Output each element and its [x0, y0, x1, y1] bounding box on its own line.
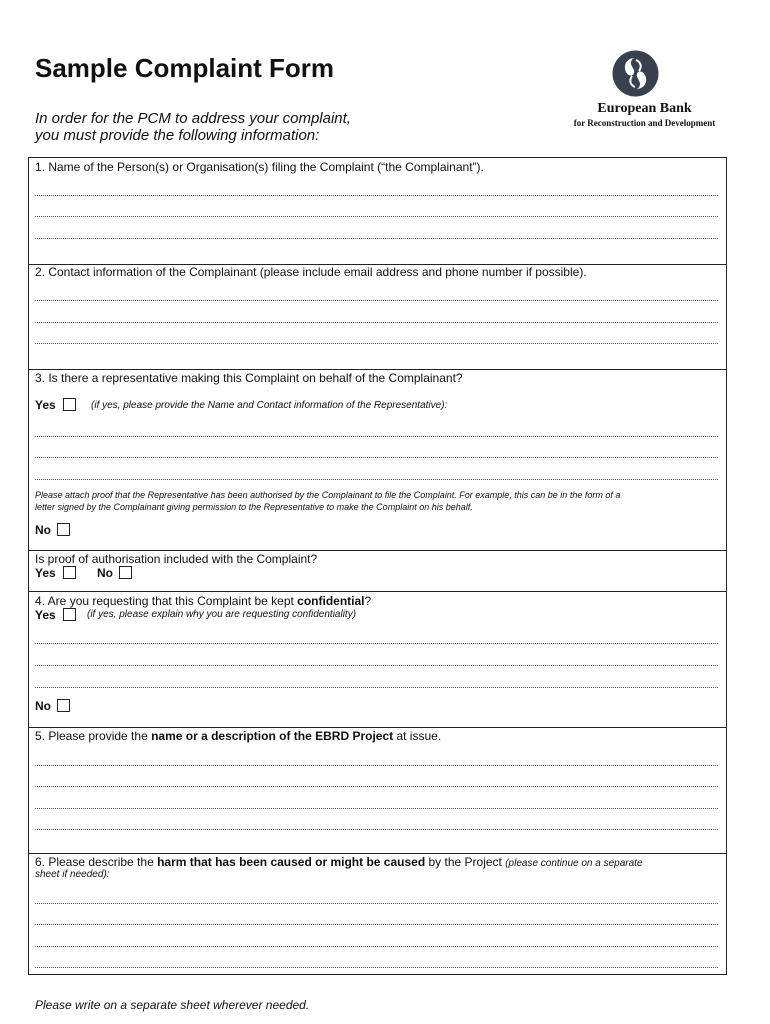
q6-bold: harm that has been caused or might be caused — [157, 855, 426, 869]
q1-answer-line-1[interactable] — [35, 195, 718, 197]
section-divider — [28, 369, 727, 370]
q2-answer-line-3[interactable] — [35, 343, 718, 345]
footer-note: Please write on a separate sheet wherever needed. — [35, 998, 310, 1012]
q3-answer-line-2[interactable] — [35, 457, 718, 459]
q3-note-line-2: letter signed by the Complainant giving permission to the Representative to make the Complaint on his behalf. — [35, 502, 473, 512]
ebrd-logo — [562, 50, 727, 130]
q5-suffix: at issue. — [393, 729, 442, 743]
q1-answer-line-3[interactable] — [35, 238, 718, 240]
q6-answer-line-2[interactable] — [35, 924, 718, 926]
q6-answer-line-3[interactable] — [35, 946, 718, 948]
question-4 — [35, 594, 371, 608]
section-divider — [28, 591, 727, 592]
q6-italic-2: sheet if needed): — [35, 869, 110, 880]
logo-subtitle: for Reconstruction and Development — [573, 118, 716, 128]
intro-line-1: In order for the PCM to address your complaint, — [35, 110, 351, 127]
q3-note-line-1: Please attach proof that the Representative has been authorised by the Complainant to file the Complaint. For example, this can be in the form of a — [35, 490, 621, 500]
q4-no-checkbox[interactable] — [57, 699, 70, 712]
q4-answer-line-1[interactable] — [35, 643, 718, 645]
q4-answer-line-3[interactable] — [35, 687, 718, 689]
intro-line-2: you must provide the following information: — [35, 127, 320, 144]
question-2: 2. Contact information of the Complainant (please include email address and phone number if possible). — [35, 265, 587, 279]
q5-bold: name or a description of the EBRD Project — [151, 729, 394, 743]
q3-yes-hint: (if yes, please provide the Name and Contact information of the Representative): — [91, 400, 448, 411]
q3-no-checkbox[interactable] — [57, 523, 70, 536]
proof-yes-checkbox[interactable] — [63, 566, 76, 579]
q6-italic-1: (please continue on a separate — [505, 858, 643, 869]
proof-question: Is proof of authorisation included with the Complaint? — [35, 552, 318, 566]
ebrd-logo-icon — [612, 50, 659, 97]
logo-name: European Bank — [597, 101, 692, 116]
q6-answer-line-1[interactable] — [35, 903, 718, 905]
q4-prefix: 4. Are you requesting that this Complaint be kept — [35, 594, 298, 608]
q1-answer-line-2[interactable] — [35, 216, 718, 218]
q4-no-label: No — [35, 699, 51, 713]
q3-yes-checkbox[interactable] — [63, 398, 76, 411]
q4-answer-line-2[interactable] — [35, 665, 718, 667]
q3-answer-line-1[interactable] — [35, 436, 718, 438]
q5-answer-line-4[interactable] — [35, 829, 718, 831]
q6-answer-line-4[interactable] — [35, 967, 718, 969]
q5-answer-line-1[interactable] — [35, 765, 718, 767]
intro-text — [35, 110, 351, 144]
q5-answer-line-3[interactable] — [35, 808, 718, 810]
question-1: 1. Name of the Person(s) or Organisation(s) filing the Complaint (“the Complainant”). — [35, 160, 484, 174]
q3-no-label: No — [35, 523, 51, 537]
question-6 — [35, 855, 643, 869]
q3-answer-line-3[interactable] — [35, 479, 718, 481]
question-3: 3. Is there a representative making this Complaint on behalf of the Complainant? — [35, 371, 463, 385]
q5-prefix: 5. Please provide the — [35, 729, 152, 743]
q5-answer-line-2[interactable] — [35, 786, 718, 788]
proof-yes-label: Yes — [35, 566, 56, 580]
q3-note — [35, 489, 720, 513]
proof-no-checkbox[interactable] — [119, 566, 132, 579]
q6-middle: by the Project — [425, 855, 506, 869]
q6-prefix: 6. Please describe the — [35, 855, 158, 869]
section-divider — [28, 550, 727, 551]
q4-suffix: ? — [364, 594, 372, 608]
section-divider — [28, 727, 727, 728]
q2-answer-line-2[interactable] — [35, 322, 718, 324]
q4-yes-label: Yes — [35, 608, 56, 622]
page-title: Sample Complaint Form — [35, 53, 335, 83]
q4-yes-hint: (if yes, please explain why you are requesting confidentiality) — [87, 609, 357, 620]
q2-answer-line-1[interactable] — [35, 300, 718, 302]
q3-yes-label: Yes — [35, 398, 56, 412]
q4-yes-checkbox[interactable] — [63, 608, 76, 621]
section-divider — [28, 853, 727, 854]
question-5 — [35, 729, 441, 743]
proof-no-label: No — [97, 566, 113, 580]
q4-bold: confidential — [297, 594, 365, 608]
